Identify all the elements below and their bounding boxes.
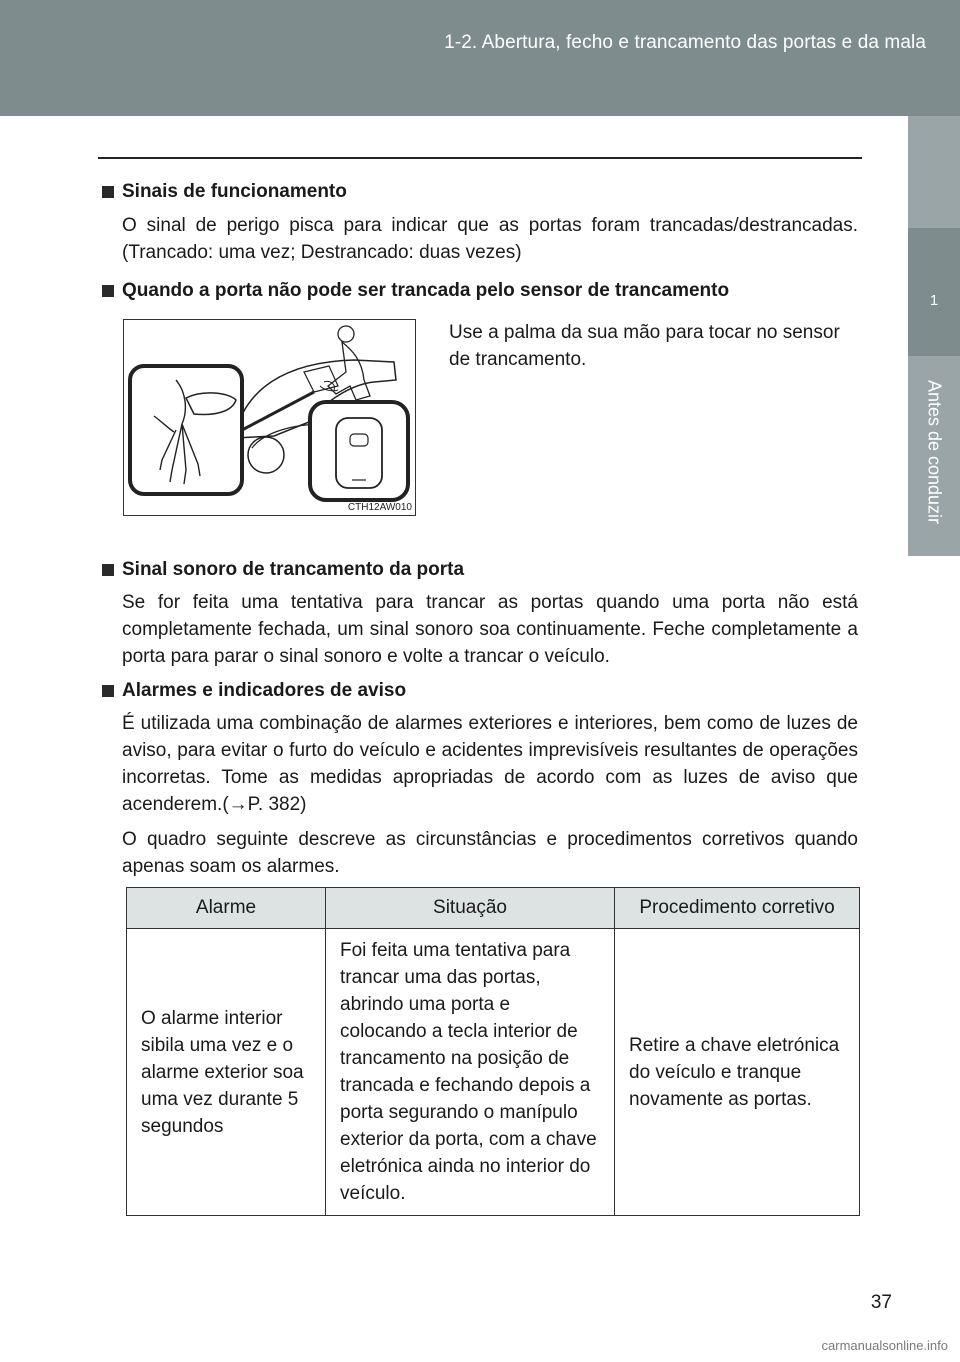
header-band [0, 0, 960, 116]
figure-row [100, 319, 858, 559]
header-title: 1-2. Abertura, fecho e trancamento das portas e da mala [444, 32, 926, 53]
table-cell-alarm: O alarme interior sibila uma vez e o alarme exterior soa uma vez durante 5 segundos [127, 929, 326, 1216]
section-text-alarms-2: O quadro seguinte descreve as circunstâncias e procedimentos corretivos quando apenas soam os alarmes. [122, 829, 858, 877]
top-rule [98, 157, 862, 159]
section-text-alarms-1: É utilizada uma combinação de alarmes exteriores e interiores, bem como de luzes de aviso, para evitar o furto do veículo e acidentes imprevisíveis resultantes de operações incorretas. Tome as medidas apropriadas de acordo com as luzes de aviso que acenderem.(→P. 382) [122, 713, 858, 815]
table-cell-situation: Foi feita uma tentativa para trancar uma das portas, abrindo uma porta e colocando a tecla interior de trancamento na posição de trancada e fechando depois a porta segurando o manípulo exterior da porta, com a chave eletrónica ainda no interior do veículo. [326, 929, 615, 1216]
car-hand-key-illustration [124, 320, 415, 515]
bullet-square-icon [102, 685, 114, 697]
section-heading-alarms: Alarmes e indicadores de aviso [100, 680, 858, 702]
bullet-square-icon [102, 564, 114, 576]
section-heading-signals: Sinais de funcionamento [100, 181, 858, 203]
column-header-situation: Situação [326, 888, 615, 929]
section-text-sensor: Use a palma da sua mão para tocar no sensor de trancamento. [449, 322, 840, 370]
column-header-alarm: Alarme [127, 888, 326, 929]
chapter-label: Antes de conduzir [924, 379, 945, 525]
alarm-table [126, 887, 860, 1216]
section-heading-sensor: Quando a porta não pode ser trancada pelo sensor de trancamento [100, 280, 858, 302]
page-content [100, 181, 858, 880]
chapter-number: 1 [929, 292, 939, 309]
table-row [127, 929, 860, 1216]
bullet-square-icon [102, 285, 114, 297]
watermark: carmanualsonline.info [821, 1338, 948, 1353]
section-heading-buzzer: Sinal sonoro de trancamento da porta [100, 559, 858, 581]
table-header-row [127, 888, 860, 929]
column-header-procedure: Procedimento corretivo [615, 888, 860, 929]
section-text-buzzer: Se for feita uma tentativa para trancar as portas quando uma porta não está completamente fechada, um sinal sonoro soa continuamente. Feche completamente a porta para parar o sinal sonoro e volte a trancar o veículo. [122, 592, 858, 667]
illustration-lock-sensor [123, 319, 416, 516]
bullet-square-icon [102, 186, 114, 198]
section-text-signals: O sinal de perigo pisca para indicar que as portas foram trancadas/destrancadas. (Trancado: uma vez; Destrancado: duas vezes) [122, 215, 858, 263]
table-cell-procedure: Retire a chave eletrónica do veículo e tranque novamente as portas. [615, 929, 860, 1216]
figure-code: CTH12AW010 [347, 502, 412, 513]
page-number: 37 [870, 1292, 892, 1313]
